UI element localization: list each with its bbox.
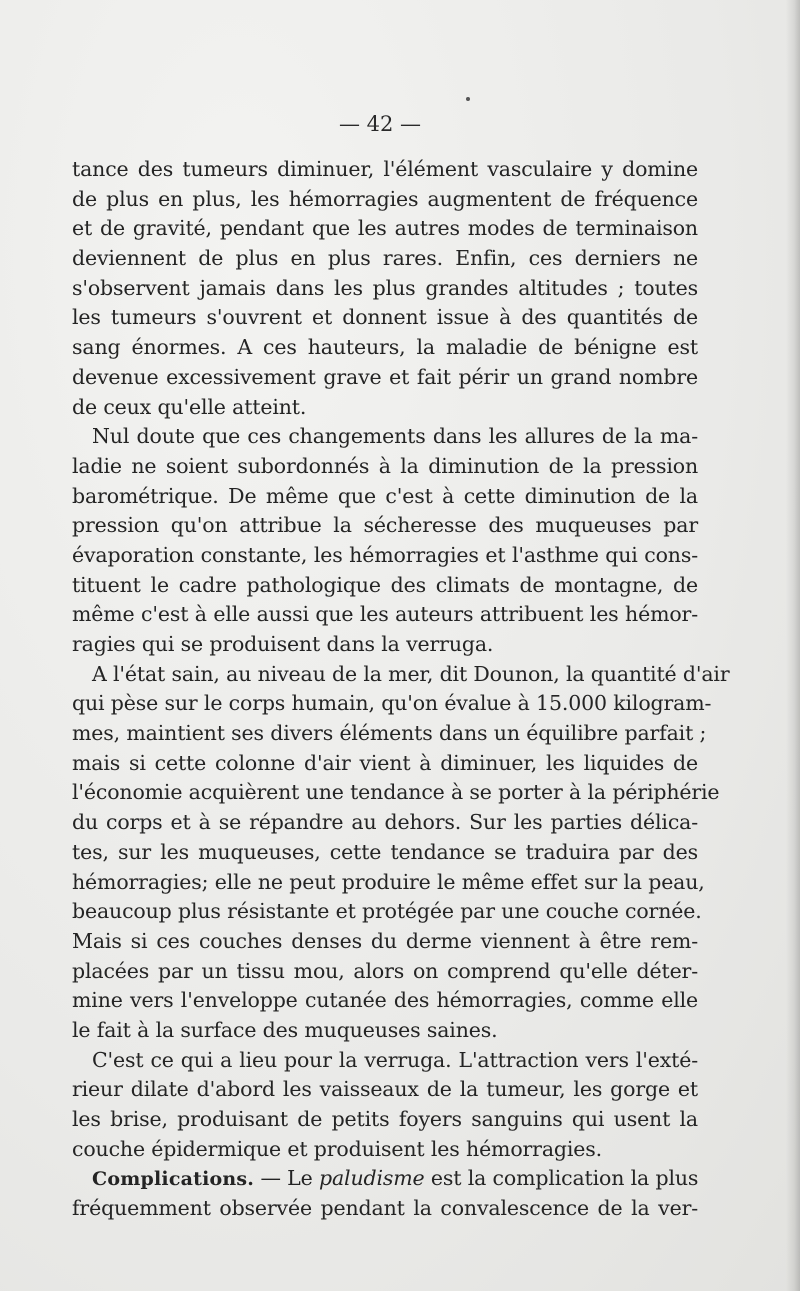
text-line: s'observent jamais dans les plus grandes altitudes ; toutes xyxy=(72,275,698,300)
text-line: C'est ce qui a lieu pour la verruga. L'attraction vers l'exté- xyxy=(92,1047,698,1072)
complications-line xyxy=(72,1164,698,1194)
text-line: rieur dilate d'abord les vaisseaux de la tumeur, les gorge et xyxy=(72,1077,698,1102)
text-line: placées par un tissu mou, alors on comprend qu'elle déter- xyxy=(72,958,698,983)
text-line: ladie ne soient subordonnés à la diminution de la pression xyxy=(72,453,698,478)
text-line: l'économie acquièrent une tendance à se porter à la périphérie xyxy=(72,780,720,805)
ink-speck xyxy=(466,97,470,101)
text-line: évaporation constante, les hémorragies et l'asthme qui cons- xyxy=(72,542,698,567)
text-line: deviennent de plus en plus rares. Enfin, ces derniers ne xyxy=(72,246,698,271)
text-line: A l'état sain, au niveau de la mer, dit Dounon, la quantité d'air xyxy=(92,661,730,686)
text-line: de ceux qu'elle atteint. xyxy=(72,394,307,419)
text-line: Nul doute que ces changements dans les allures de la ma- xyxy=(92,424,698,449)
text-line: hémorragies; elle ne peut produire le même effet sur la peau, xyxy=(72,869,705,894)
complications-dash: — Le xyxy=(254,1166,319,1191)
complications-heading: Complications. xyxy=(92,1168,255,1191)
text-line: devenue excessivement grave et fait périr un grand nombre xyxy=(72,364,698,389)
text-line: tituent le cadre pathologique des climats de montagne, de xyxy=(72,572,698,597)
text-line: tance des tumeurs diminuer, l'élément vasculaire y domine xyxy=(72,157,698,181)
text-line: Mais si ces couches denses du derme viennent à être rem- xyxy=(72,928,698,953)
text-line: sang énormes. A ces hauteurs, la maladie de bénigne est xyxy=(72,335,698,360)
text-line: qui pèse sur le corps humain, qu'on évalue à 15.000 kilogram- xyxy=(72,691,712,716)
text-line: mine vers l'enveloppe cutanée des hémorragies, comme elle xyxy=(72,988,698,1013)
text-line: même c'est à elle aussi que les auteurs attribuent les hémor- xyxy=(72,602,698,627)
text-line: les tumeurs s'ouvrent et donnent issue à des quantités de xyxy=(72,305,698,330)
text-line: le fait à la surface des muqueuses saines. xyxy=(72,1017,498,1042)
text-line: pression qu'on attribue la sécheresse des muqueuses par xyxy=(72,513,698,538)
text-line: fréquemment observée pendant la convalescence de la ver- xyxy=(72,1196,698,1221)
body-text xyxy=(72,155,730,1224)
complications-term: paludisme xyxy=(319,1166,425,1191)
text-line: mais si cette colonne d'air vient à diminuer, les liquides de xyxy=(72,750,698,775)
text-line: couche épidermique et produisent les hémorragies. xyxy=(72,1136,602,1161)
text-line: beaucoup plus résistante et protégée par une couche cornée. xyxy=(72,899,702,924)
text-line: les brise, produisant de petits foyers sanguins qui usent la xyxy=(72,1107,698,1131)
text-line: ragies qui se produisent dans la verruga. xyxy=(72,632,494,656)
text-line: du corps et à se répandre au dehors. Sur les parties délica- xyxy=(72,810,698,835)
text-line: tes, sur les muqueuses, cette tendance se traduira par des xyxy=(72,839,698,864)
text-line: de plus en plus, les hémorragies augmentent de fréquence xyxy=(72,186,698,211)
text-line: et de gravité, pendant que les autres modes de terminaison xyxy=(72,216,698,241)
page-number: — 42 — xyxy=(338,112,422,136)
text-line: mes, maintient ses divers éléments dans un équilibre parfait ; xyxy=(72,721,707,746)
text-line: barométrique. De même que c'est à cette diminution de la xyxy=(72,483,698,508)
binding-shadow xyxy=(786,0,800,1291)
complications-rest: est la complication la plus xyxy=(424,1166,699,1191)
